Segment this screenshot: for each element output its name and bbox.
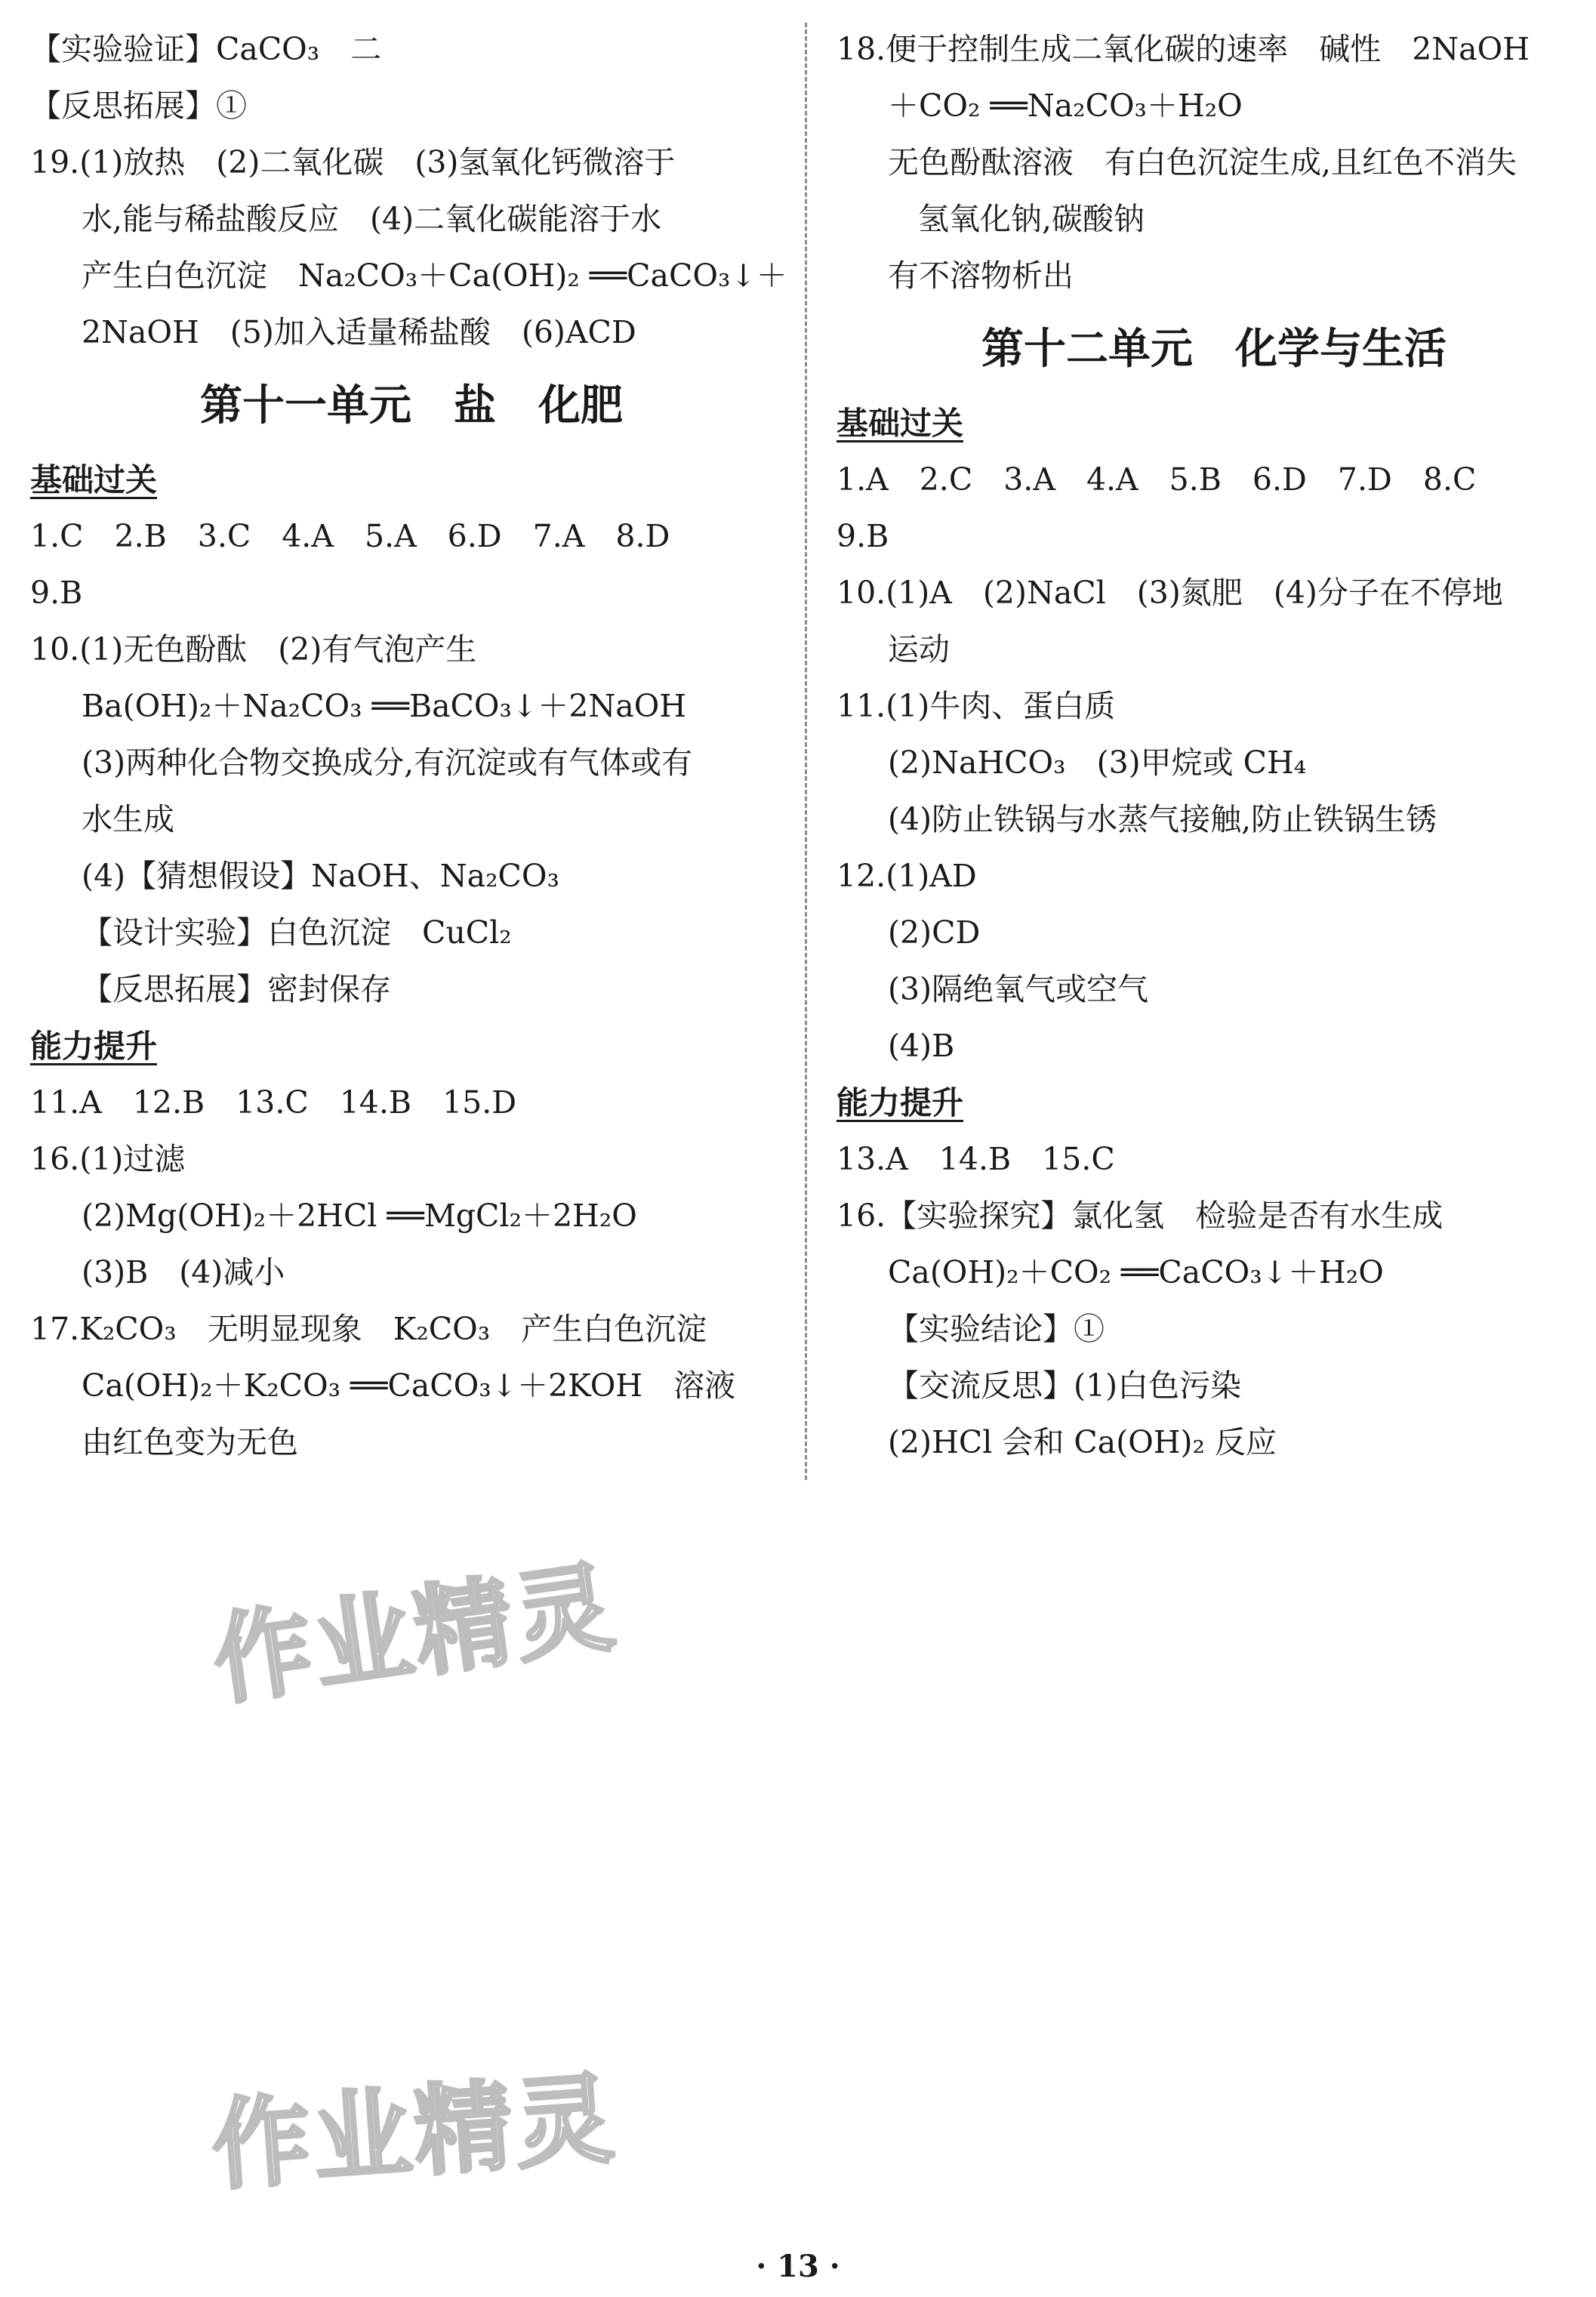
answer-line: 19.(1)放热 (2)二氧化碳 (3)氢氧化钙微溶于: [30, 144, 676, 180]
answer-line: 水,能与稀盐酸反应 (4)二氧化碳能溶于水: [82, 201, 662, 237]
page-number: · 13 ·: [756, 2249, 840, 2284]
answer-line: (2)Mg(OH)₂＋2HCl ══MgCl₂＋2H₂O: [82, 1198, 637, 1234]
answer-line: 【反思拓展】①: [30, 88, 247, 124]
section-heading-basic: 基础过关: [30, 461, 158, 498]
answer-line: 由红色变为无色: [82, 1424, 298, 1460]
answer-line: 有不溶物析出: [888, 257, 1074, 294]
unit-title: 第十一单元 盐 化肥: [200, 381, 623, 430]
answer-line: Ba(OH)₂＋Na₂CO₃ ══BaCO₃↓＋2NaOH: [82, 688, 687, 724]
answer-line: (3)B (4)减小: [82, 1254, 285, 1290]
answer-line: 无色酚酞溶液 有白色沉淀生成,且红色不消失: [888, 144, 1517, 180]
watermark: 作业精灵: [206, 1549, 624, 1719]
answer-line: 11.A 12.B 13.C 14.B 15.D: [30, 1084, 517, 1121]
answer-line: 【设计实验】白色沉淀 CuCl₂: [82, 914, 512, 951]
answer-line: Ca(OH)₂＋CO₂ ══CaCO₃↓＋H₂O: [888, 1254, 1384, 1290]
answer-line: 17.K₂CO₃ 无明显现象 K₂CO₃ 产生白色沉淀: [30, 1311, 707, 1347]
answer-line: 1.A 2.C 3.A 4.A 5.B 6.D 7.D 8.C: [837, 461, 1477, 498]
watermark: 作业精灵: [208, 2061, 621, 2204]
left-column: [30, 21, 793, 1471]
answer-line: 水生成: [82, 801, 174, 837]
answer-line: 10.(1)无色酚酞 (2)有气泡产生: [30, 631, 477, 668]
section-heading-ability: 能力提升: [30, 1028, 158, 1065]
answer-line: 13.A 14.B 15.C: [837, 1141, 1115, 1177]
section-heading-ability: 能力提升: [837, 1084, 964, 1121]
answer-line: (4)【猜想假设】NaOH、Na₂CO₃: [82, 858, 559, 894]
answer-line: 运动: [888, 631, 950, 668]
answer-line: 【反思拓展】密封保存: [82, 971, 391, 1007]
answer-line: Ca(OH)₂＋K₂CO₃ ══CaCO₃↓＋2KOH 溶液: [82, 1367, 736, 1404]
answer-line: 12.(1)AD: [837, 858, 977, 894]
answer-line: 18.便于控制生成二氧化碳的速率 碱性 2NaOH: [837, 31, 1530, 67]
answer-line: (3)隔绝氧气或空气: [888, 971, 1149, 1007]
answer-line: 氢氧化钠,碳酸钠: [918, 201, 1145, 237]
answer-line: 16.(1)过滤: [30, 1141, 186, 1177]
answer-line: 【交流反思】(1)白色污染: [888, 1367, 1242, 1404]
right-column: [837, 21, 1591, 1471]
section-heading-basic: 基础过关: [837, 405, 964, 442]
answer-line: 9.B: [30, 575, 83, 611]
answer-line: 9.B: [837, 518, 889, 554]
answer-line: 1.C 2.B 3.C 4.A 5.A 6.D 7.A 8.D: [30, 518, 670, 554]
column-divider: [805, 23, 807, 1480]
answer-line: (2)CD: [888, 914, 981, 951]
answer-line: 产生白色沉淀 Na₂CO₃＋Ca(OH)₂ ══CaCO₃↓＋: [82, 257, 787, 294]
answer-line: 【实验结论】①: [888, 1311, 1105, 1347]
answer-line: (2)HCl 会和 Ca(OH)₂ 反应: [888, 1424, 1277, 1460]
answer-line: 11.(1)牛肉、蛋白质: [837, 688, 1116, 724]
answer-line: (4)B: [888, 1028, 955, 1064]
answer-line: (3)两种化合物交换成分,有沉淀或有气体或有: [82, 745, 693, 781]
answer-line: (2)NaHCO₃ (3)甲烷或 CH₄: [888, 745, 1307, 781]
answer-line: 2NaOH (5)加入适量稀盐酸 (6)ACD: [82, 314, 636, 350]
answer-line: ＋CO₂ ══Na₂CO₃＋H₂O: [888, 88, 1243, 124]
answer-line: 10.(1)A (2)NaCl (3)氮肥 (4)分子在不停地: [837, 575, 1503, 611]
answer-line: 16.【实验探究】氯化氢 检验是否有水生成: [837, 1198, 1443, 1234]
unit-title: 第十二单元 化学与生活: [981, 325, 1447, 374]
answer-line: (4)防止铁锅与水蒸气接触,防止铁锅生锈: [888, 801, 1437, 837]
answer-line: 【实验验证】CaCO₃ 二: [30, 31, 382, 67]
